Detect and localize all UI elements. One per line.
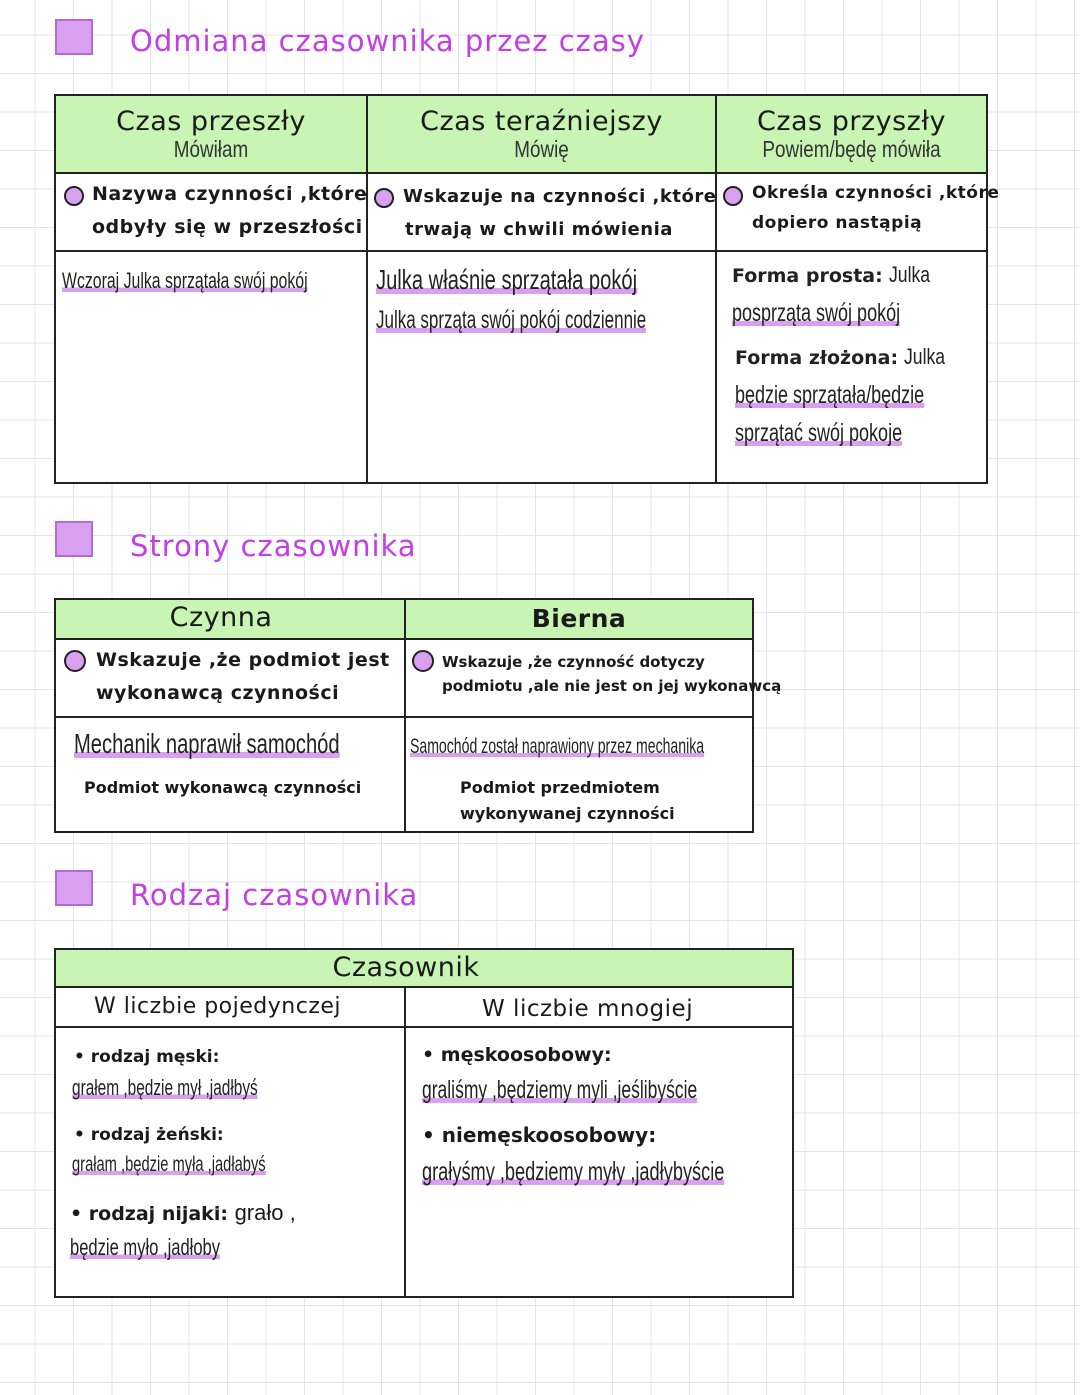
note-passive: Podmiot przedmiotem wykonywanej czynności xyxy=(460,778,675,823)
header-active: Czynna xyxy=(169,602,273,633)
singular-feminine-forms: grałam ,będzie myła ,jadłabyś xyxy=(72,1153,266,1176)
header-future-title: Czas przyszły xyxy=(756,106,946,137)
section-marker xyxy=(55,19,93,55)
header-past-example: Mówiłam xyxy=(173,136,249,162)
header-past-title: Czas przeszły xyxy=(116,106,306,137)
note-active: Podmiot wykonawcą czynności xyxy=(84,778,362,797)
definition-past: Nazywa czynności ,które odbyły się w przeszłości xyxy=(92,183,368,238)
section-marker xyxy=(55,870,93,906)
future-compound-line2: będzie sprzątała/będzie xyxy=(735,381,925,409)
tenses-table xyxy=(54,94,1000,484)
bullet-circle xyxy=(723,186,743,206)
header-future-example: Powiem/będę mówiła xyxy=(762,136,941,162)
bullet-circle xyxy=(64,186,84,206)
bullet-circle xyxy=(412,650,434,672)
future-simple-line1: Forma prosta: Julka xyxy=(732,262,930,287)
future-compound-line3: sprzątać swój pokoje xyxy=(735,419,903,447)
example-present-1: Julka właśnie sprzątała pokój xyxy=(376,264,638,295)
example-passive: Samochód został naprawiony przez mechanika xyxy=(410,735,705,758)
section-title-tenses: Odmiana czasownika przez czasy xyxy=(130,24,645,58)
header-verb: Czasownik xyxy=(332,952,480,983)
singular-neuter-label: • rodzaj nijaki: grało , xyxy=(70,1200,296,1225)
section-title-genders: Rodzaj czasownika xyxy=(130,878,419,912)
plural-masc-personal-forms: graliśmy ,będziemy myli ,jeślibyście xyxy=(422,1076,698,1104)
singular-feminine-label: • rodzaj żeński: xyxy=(74,1125,224,1145)
header-present-title: Czas teraźniejszy xyxy=(420,106,663,137)
genders-table xyxy=(54,948,794,1298)
header-plural: W liczbie mnogiej xyxy=(482,996,694,1022)
header-passive: Bierna xyxy=(531,604,627,633)
header-future xyxy=(717,106,986,162)
definition-passive: Wskazuje ,że czynność dotyczy podmiotu ,ale nie jest on jej wykonawcą xyxy=(442,653,782,695)
bullet-circle xyxy=(64,650,86,672)
voices-table xyxy=(54,598,782,833)
singular-masculine-forms: grałem ,będzie mył ,jadłbyś xyxy=(72,1075,258,1100)
plural-masc-personal-label: • męskoosobowy: xyxy=(422,1044,612,1066)
header-past xyxy=(56,106,366,162)
future-compound-line1: Forma złożona: Julka xyxy=(735,344,946,369)
definition-active: Wskazuje ,że podmiot jest wykonawcą czynności xyxy=(96,649,390,704)
example-past: Wczoraj Julka sprzątała swój pokój xyxy=(62,268,308,293)
plural-non-masc-personal-label: • niemęskoosobowy: xyxy=(422,1123,657,1147)
example-active: Mechanik naprawił samochód xyxy=(74,728,340,759)
section-title-voices: Strony czasownika xyxy=(130,529,417,563)
example-present-2: Julka sprząta swój pokój codziennie xyxy=(376,306,647,334)
header-present-example: Mówię xyxy=(514,136,569,162)
header-singular: W liczbie pojedynczej xyxy=(94,994,342,1019)
section-marker xyxy=(55,521,93,557)
header-present xyxy=(368,106,715,162)
definition-present: Wskazuje na czynności ,które trwają w chwili mówienia xyxy=(403,186,717,240)
future-simple-line2: posprząta swój pokój xyxy=(732,299,901,327)
singular-masculine-label: • rodzaj męski: xyxy=(74,1047,220,1067)
definition-future: Określa czynności ,które dopiero nastąpią xyxy=(752,183,1000,233)
singular-neuter-forms: będzie myło ,jadłoby xyxy=(70,1234,221,1260)
bullet-circle xyxy=(374,188,394,208)
plural-non-masc-personal-forms: grałyśmy ,będziemy myły ,jadłybyście xyxy=(422,1156,725,1186)
